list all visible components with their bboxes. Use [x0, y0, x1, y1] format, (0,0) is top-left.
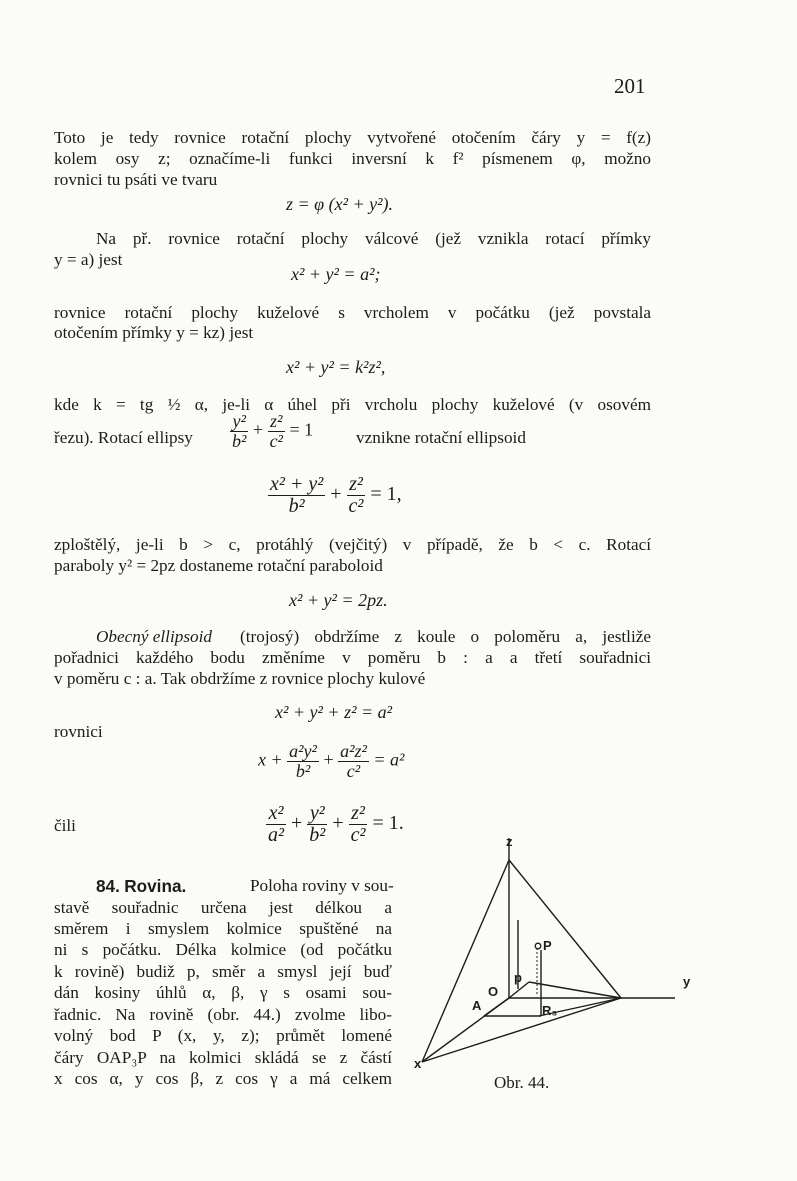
text-line: paraboly y² = 2pz dostaneme rotační paraboloid	[54, 556, 383, 575]
text-line: k rovině) budiž p, směr a smysl její buď	[54, 962, 392, 981]
text-line: stavě souřadnic určena jest délkou a	[54, 898, 392, 917]
text-line: (trojosý) obdržíme z koule o poloměru a, jestliže	[240, 627, 651, 646]
helper-line-2	[529, 982, 621, 998]
ellipse-equation: $\frac{\text{y²}}{\text{b²}}$ + $\frac{\text{z²}}{\text{c²}}$ = 1	[232, 411, 314, 451]
equation-1: z = φ (x² + y²).	[286, 194, 394, 214]
text-line: y = a) jest	[54, 250, 123, 269]
figure-44	[400, 820, 700, 1075]
text-line: vznikne rotační ellipsoid	[356, 428, 526, 447]
figure-caption: Obr. 44.	[494, 1073, 550, 1092]
text-line: rovnice rotační plochy kuželové s vrcholem v počátku (jež povstala	[54, 303, 651, 322]
text-line-italic: Obecný ellipsoid	[96, 627, 212, 646]
point-P	[535, 943, 541, 949]
equation-3: x² + y² = k²z²,	[286, 357, 386, 377]
text-line: ni s počátku. Délka kolmice (od počátku	[54, 940, 392, 959]
equation-8: $\frac{\text{x²}}{\text{a²}}$ + $\frac{\text{y²}}{\text{b²}}$ + $\frac{\text{z²}}{\text{c²}}$ = 1.	[268, 802, 404, 846]
plane-edge-zy	[509, 860, 621, 998]
ellipsoid-equation: $\frac{\text{x² + y²}}{\text{b²}}$ + $\frac{\text{z²}}{\text{c²}}$ = 1,	[270, 473, 402, 517]
label-P: P	[543, 938, 552, 953]
text-line: Na př. rovnice rotační plochy válcové (jež vznikla rotací přímky	[96, 229, 651, 248]
equation-5: x² + y² = 2pz.	[289, 590, 388, 610]
text-line: pořadnici každého bodu změníme v poměru b : a a třetí souřadnici	[54, 648, 651, 667]
label-x: x	[414, 1056, 422, 1071]
segment-OA	[484, 998, 509, 1016]
text-line: kolem osy z; označíme-li funkci inversní k f² písmenem φ, možno	[54, 149, 651, 168]
label-O: O	[488, 984, 499, 999]
label-A: A	[472, 998, 482, 1013]
text-line: rovnici tu psáti ve tvaru	[54, 170, 218, 189]
label-y: y	[683, 974, 691, 989]
equation-6: x² + y² + z² = a²	[275, 702, 393, 722]
text-line: dán kosiny úhlů α, β, γ s osami sou-	[54, 983, 392, 1002]
text-line: zploštělý, je-li b > c, protáhlý (vejčitý) v případě, že b < c. Rotací	[54, 535, 651, 554]
label-rovnici: rovnici	[54, 722, 103, 741]
section-heading: 84. Rovina.	[96, 876, 187, 896]
label-z: z	[506, 834, 513, 849]
text-line: v poměru c : a. Tak obdržíme z rovnice plochy kulové	[54, 669, 426, 688]
equation-2: x² + y² = a²;	[291, 264, 381, 284]
equation-7: x + $\frac{\text{a²y²}}{\text{b²}}$ + $\frac{\text{a²z²}}{\text{c²}}$ = a²	[258, 741, 405, 781]
text-line: x cos α, y cos β, z cos γ a má celkem	[54, 1069, 392, 1088]
text-line: Toto je tedy rovnice rotační plochy vytvořené otočením čáry y = f(z)	[54, 128, 651, 147]
text-line: volný bod P (x, y, z); průmět lomené	[54, 1026, 392, 1045]
text-line: směrem i smyslem kolmice spuštěné na	[54, 919, 392, 938]
text-line: řadnic. Na rovině (obr. 44.) zvolme libo-	[54, 1005, 392, 1024]
plane-edge-zx	[422, 860, 509, 1062]
text-line: kde k = tg ½ α, je-li α úhel při vrcholu plochy kuželové (v osovém	[54, 395, 651, 414]
label-cili: čili	[54, 816, 76, 835]
text-line: otočením přímky y = kz) jest	[54, 323, 254, 342]
text-line: čáry OAP₃P na kolmici skládá se z částí	[54, 1048, 392, 1067]
label-p: p	[514, 970, 522, 985]
text-line: Poloha roviny v sou-	[250, 876, 394, 895]
text-line: řezu). Rotací ellipsy	[54, 428, 193, 447]
label-R3: R₃	[542, 1003, 558, 1018]
plane-edge-xy	[422, 998, 621, 1062]
page-number: 201	[614, 74, 646, 98]
